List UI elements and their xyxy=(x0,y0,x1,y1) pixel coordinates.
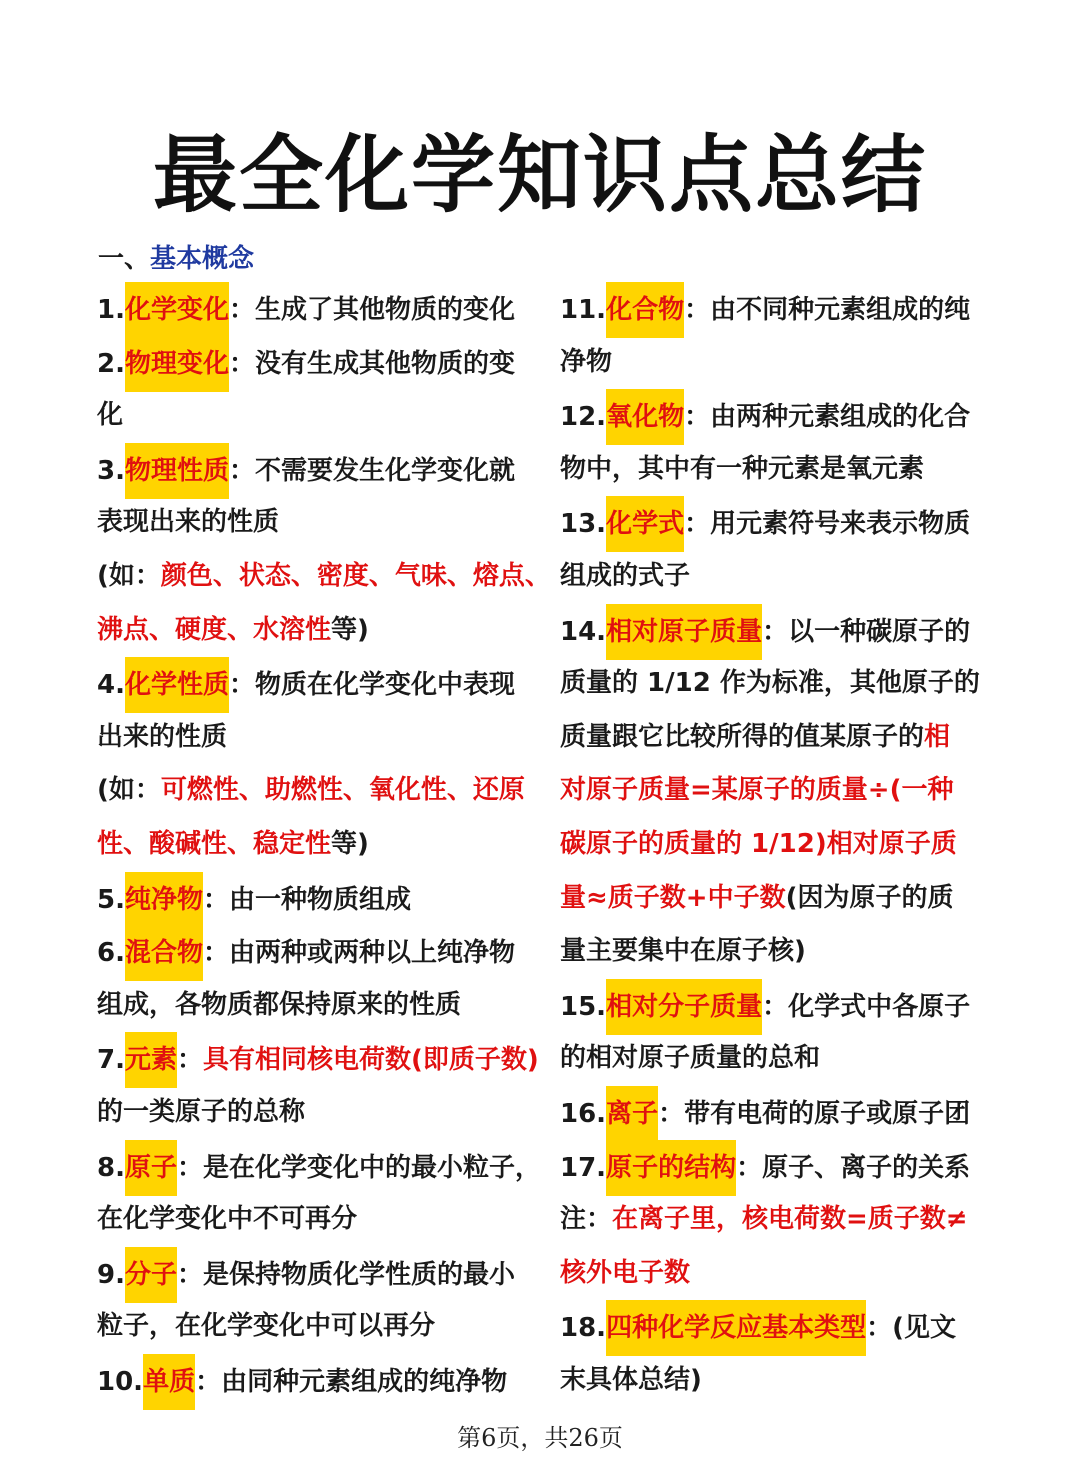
red-text: 对原子质量=某原子的质量÷(一种 xyxy=(560,775,954,806)
section-heading xyxy=(98,238,254,275)
plain-text: 粒子，在化学变化中可以再分 xyxy=(97,1311,436,1342)
page-title: 最全化学知识点总结 xyxy=(152,126,927,224)
highlighted-term: 化学变化 xyxy=(125,282,229,338)
definition-text: ：是保持物质化学性质的最小 xyxy=(176,1259,515,1290)
definition-text: ：不需要发生化学变化就 xyxy=(228,455,515,486)
text-line xyxy=(560,1032,1000,1086)
text-line xyxy=(560,657,1000,711)
plain-text: (因为原子的质 xyxy=(785,882,954,913)
text-line xyxy=(560,1247,1000,1301)
text-line xyxy=(97,818,557,872)
plain-text: 化 xyxy=(97,400,124,431)
item-number: 12. xyxy=(560,402,607,433)
item-number: 3. xyxy=(97,455,125,486)
text-line xyxy=(97,389,557,443)
definition-line xyxy=(560,282,1000,336)
highlighted-term: 相对原子质量 xyxy=(606,604,762,660)
definition-text: ：由两种元素组成的化合 xyxy=(684,402,971,433)
plain-text: 物中，其中有一种元素是氧元素 xyxy=(560,453,925,484)
red-text: 相 xyxy=(924,721,951,752)
text-line xyxy=(560,443,1000,497)
definition-text: ：由不同种元素组成的纯 xyxy=(684,295,971,325)
definition-line xyxy=(560,1300,1000,1354)
definition-text: ：带有电荷的原子或原子团 xyxy=(658,1098,971,1129)
right-column xyxy=(560,282,1000,1407)
red-text: 可燃性、助燃性、氧化性、还原 xyxy=(160,775,525,806)
highlighted-term: 纯净物 xyxy=(125,872,203,928)
definition-line xyxy=(97,1354,557,1408)
highlighted-term: 四种化学反应基本类型 xyxy=(606,1300,866,1356)
definition-text: ：是在化学变化中的最小粒子， xyxy=(176,1152,541,1183)
plain-text: 等) xyxy=(331,828,369,859)
red-text: 在离子里，核电荷数=质子数≠ xyxy=(612,1204,968,1235)
text-line xyxy=(97,1300,557,1354)
plain-text: 组成的式子 xyxy=(560,560,691,591)
plain-text: 净物 xyxy=(560,346,613,377)
definition-line xyxy=(560,979,1000,1033)
definition-line xyxy=(560,496,1000,550)
item-number: 6. xyxy=(97,938,125,969)
highlighted-term: 化学式 xyxy=(606,496,684,552)
item-number: 8. xyxy=(97,1152,125,1183)
definition-line xyxy=(97,925,557,979)
item-number: 16. xyxy=(560,1098,607,1129)
text-line xyxy=(560,764,1000,818)
red-text: 性、酸碱性、稳定性 xyxy=(97,828,332,859)
item-number: 18. xyxy=(560,1313,607,1344)
text-line xyxy=(97,1193,557,1247)
highlighted-term: 单质 xyxy=(143,1354,195,1410)
item-number: 7. xyxy=(97,1045,125,1076)
definition-text: ：由同种元素组成的纯净物 xyxy=(195,1366,508,1397)
text-line xyxy=(97,496,557,550)
plain-text: 质量跟它比较所得的值某原子的 xyxy=(560,721,925,752)
definition-line xyxy=(560,389,1000,443)
definition-text: ：生成了其他物质的变化 xyxy=(228,295,515,325)
definition-line xyxy=(560,1086,1000,1140)
red-text: 碳原子的质量的 1/12)相对原子质 xyxy=(560,828,957,859)
definition-text: ：化学式中各原子 xyxy=(762,991,971,1022)
definition-line xyxy=(560,1140,1000,1194)
definition-text: ：物质在化学变化中表现 xyxy=(228,670,515,701)
definition-text: ：用元素符号来表示物质 xyxy=(684,509,971,540)
definition-text: ：(见文 xyxy=(866,1313,956,1344)
definition-line xyxy=(97,872,557,926)
plain-text: (如： xyxy=(97,775,161,806)
highlighted-term: 化合物 xyxy=(606,282,684,338)
item-number: 11. xyxy=(560,295,607,325)
section-name: 基本概念 xyxy=(150,244,255,274)
text-line xyxy=(560,1193,1000,1247)
red-text: 核外电子数 xyxy=(560,1257,691,1288)
red-text: 沸点、硬度、水溶性 xyxy=(97,614,332,645)
plain-text: (如： xyxy=(97,560,161,591)
item-number: 14. xyxy=(560,616,607,647)
definition-line xyxy=(97,657,557,711)
plain-text: 末具体总结) xyxy=(560,1364,702,1395)
definition-text: ：以一种碳原子的 xyxy=(762,616,971,647)
definition-line xyxy=(97,1247,557,1301)
text-line xyxy=(560,872,1000,926)
text-line xyxy=(97,550,557,604)
item-number: 17. xyxy=(560,1152,607,1183)
definition-line xyxy=(97,336,557,390)
plain-text: 的相对原子质量的总和 xyxy=(560,1043,821,1074)
plain-text: 注： xyxy=(560,1204,613,1235)
definition-line xyxy=(97,443,557,497)
page-footer: 第6页，共26页 xyxy=(457,1424,623,1452)
item-number: 2. xyxy=(97,348,125,379)
text-line xyxy=(560,1354,1000,1408)
highlighted-term: 化学性质 xyxy=(125,657,229,713)
highlighted-term: 原子的结构 xyxy=(606,1140,736,1196)
highlighted-term: 离子 xyxy=(606,1086,658,1142)
text-line xyxy=(560,550,1000,604)
highlighted-term: 物理变化 xyxy=(125,336,229,392)
text-line xyxy=(97,979,557,1033)
definition-text: ：原子、离子的关系 xyxy=(736,1152,971,1183)
definition-line xyxy=(97,1140,557,1194)
plain-text: 组成，各物质都保持原来的性质 xyxy=(97,989,462,1020)
text-line xyxy=(560,925,1000,979)
highlighted-term: 物理性质 xyxy=(125,443,229,499)
plain-text: 量主要集中在原子核) xyxy=(560,936,806,967)
plain-text: 的一类原子的总称 xyxy=(97,1096,306,1127)
plain-text: 在化学变化中不可再分 xyxy=(97,1204,358,1235)
highlighted-term: 分子 xyxy=(125,1247,177,1303)
highlighted-term: 原子 xyxy=(125,1140,177,1196)
plain-text: 出来的性质 xyxy=(97,721,228,752)
definition-text: ：没有生成其他物质的变 xyxy=(228,348,515,379)
red-text: 量≈质子数+中子数 xyxy=(560,882,786,913)
definition-line xyxy=(97,1032,557,1086)
plain-text: 质量的 1/12 作为标准，其他原子的 xyxy=(560,668,980,699)
definition-text: ：由两种或两种以上纯净物 xyxy=(202,938,515,969)
item-number: 1. xyxy=(97,295,125,325)
text-line xyxy=(97,711,557,765)
highlighted-term: 元素 xyxy=(125,1032,177,1088)
item-number: 10. xyxy=(97,1366,144,1397)
text-line xyxy=(560,711,1000,765)
item-number: 15. xyxy=(560,991,607,1022)
highlighted-term: 氧化物 xyxy=(606,389,684,445)
item-number: 5. xyxy=(97,884,125,915)
text-line xyxy=(97,1086,557,1140)
text-line xyxy=(97,604,557,658)
plain-text: 等) xyxy=(331,614,369,645)
definition-line xyxy=(560,604,1000,658)
highlighted-term: 相对分子质量 xyxy=(606,979,762,1035)
item-number: 4. xyxy=(97,670,125,701)
definition-line xyxy=(97,282,557,336)
text-line xyxy=(97,764,557,818)
text-line xyxy=(560,818,1000,872)
definition-text: ：由一种物质组成 xyxy=(202,884,411,915)
section-number: 一、 xyxy=(98,244,151,274)
red-text: 颜色、状态、密度、气味、熔点、 xyxy=(160,560,551,591)
text-line xyxy=(560,336,1000,390)
red-text: 具有相同核电荷数(即质子数) xyxy=(203,1045,539,1076)
highlighted-term: 混合物 xyxy=(125,925,203,981)
plain-text: 表现出来的性质 xyxy=(97,507,280,538)
item-number: 9. xyxy=(97,1259,125,1290)
left-column xyxy=(97,282,557,1407)
definition-text: ： xyxy=(176,1045,203,1076)
item-number: 13. xyxy=(560,509,607,540)
